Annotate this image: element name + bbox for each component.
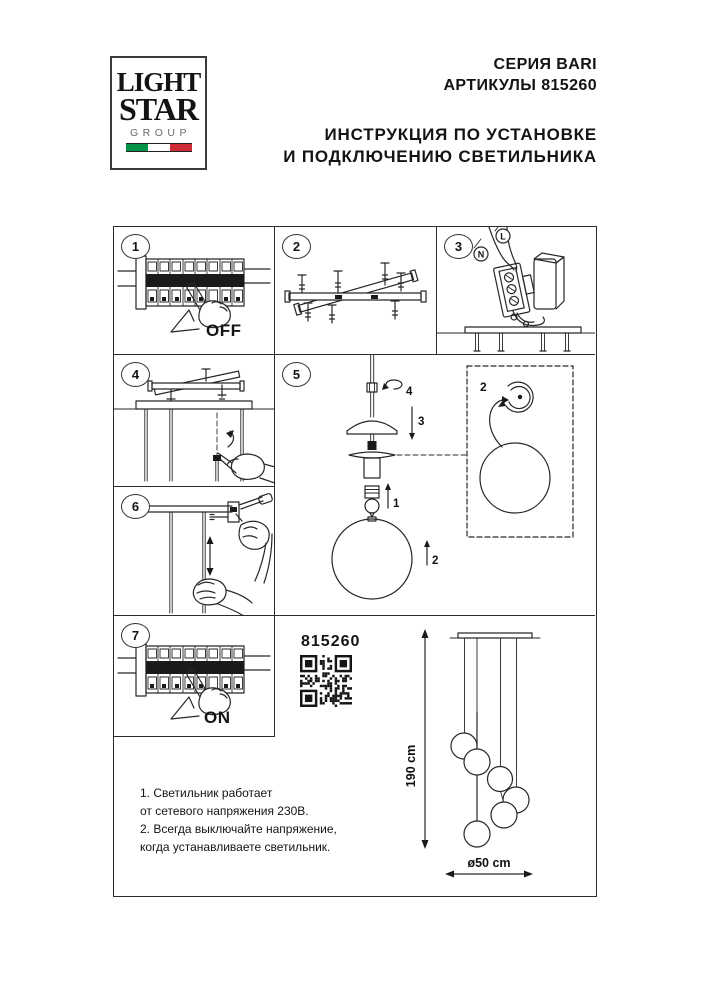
wire-label-l: L	[500, 231, 506, 242]
logo-word-group: GROUP	[129, 127, 191, 139]
step-5-badge: 5	[282, 362, 311, 387]
wire-label-n: N	[477, 249, 485, 260]
pendant-dimension-drawing	[400, 617, 600, 889]
step-4-badge: 4	[121, 362, 150, 387]
breaker-on-label: ON	[204, 708, 231, 727]
main-title-line1: ИНСТРУКЦИЯ ПО УСТАНОВКЕ	[324, 125, 597, 144]
logo-word-star: STAR	[119, 91, 198, 127]
note-line-2: от сетевого напряжения 230В.	[140, 804, 309, 818]
step-1-badge: 1	[121, 234, 150, 259]
part-label-1: 1	[393, 498, 400, 510]
series-title: СЕРИЯ BARI	[493, 56, 597, 73]
flag-red-stripe	[170, 144, 192, 151]
instruction-grid	[113, 226, 597, 897]
note-line-4: когда устанавливаете светильник.	[140, 840, 331, 854]
breaker-off-label: OFF	[206, 321, 242, 340]
gripping-hand-icon	[193, 579, 252, 616]
qr-code	[300, 655, 352, 707]
diameter-dimension-label: ø50 cm	[467, 856, 511, 870]
flag-white-stripe	[148, 144, 170, 151]
step-3-badge: 3	[444, 234, 473, 259]
step-3-panel	[437, 227, 595, 355]
detail-label-2: 2	[480, 380, 487, 394]
step-5-panel	[275, 355, 595, 616]
step-2-panel	[275, 227, 437, 355]
note-line-1: 1. Светильник работает	[140, 786, 273, 800]
step-1-panel	[114, 227, 275, 355]
article-title: АРТИКУЛЫ 815260	[443, 77, 597, 94]
step-7-badge: 7	[121, 623, 150, 648]
note-line-3: 2. Всегда выключайте напряжение,	[140, 822, 337, 836]
part-label-3: 3	[418, 416, 425, 428]
step-4-panel	[114, 355, 275, 487]
safety-notes	[140, 784, 380, 856]
flag-green-stripe	[126, 144, 148, 151]
italian-flag-icon	[126, 143, 192, 152]
globe-detail-inset	[467, 366, 573, 537]
header-titles	[250, 54, 597, 167]
lightstar-logo	[110, 56, 207, 170]
part-label-4: 4	[406, 386, 413, 398]
main-title-line2: И ПОДКЛЮЧЕНИЮ СВЕТИЛЬНИКА	[283, 146, 597, 166]
article-number: 815260	[301, 633, 361, 650]
pendant-drawing-wrap	[400, 617, 600, 894]
adjusting-hand-icon	[218, 453, 275, 483]
screwdriver-hand-icon	[236, 493, 273, 583]
part-label-2: 2	[432, 555, 439, 567]
step-2-badge: 2	[282, 234, 311, 259]
step-7-panel	[114, 616, 275, 737]
logo-word-light: LIGHT	[116, 67, 201, 97]
height-dimension-label: 190 cm	[404, 744, 418, 788]
assembly-drawing	[275, 355, 595, 616]
step-6-badge: 6	[121, 494, 150, 519]
step-6-panel	[114, 487, 275, 616]
qr-block	[300, 633, 360, 707]
